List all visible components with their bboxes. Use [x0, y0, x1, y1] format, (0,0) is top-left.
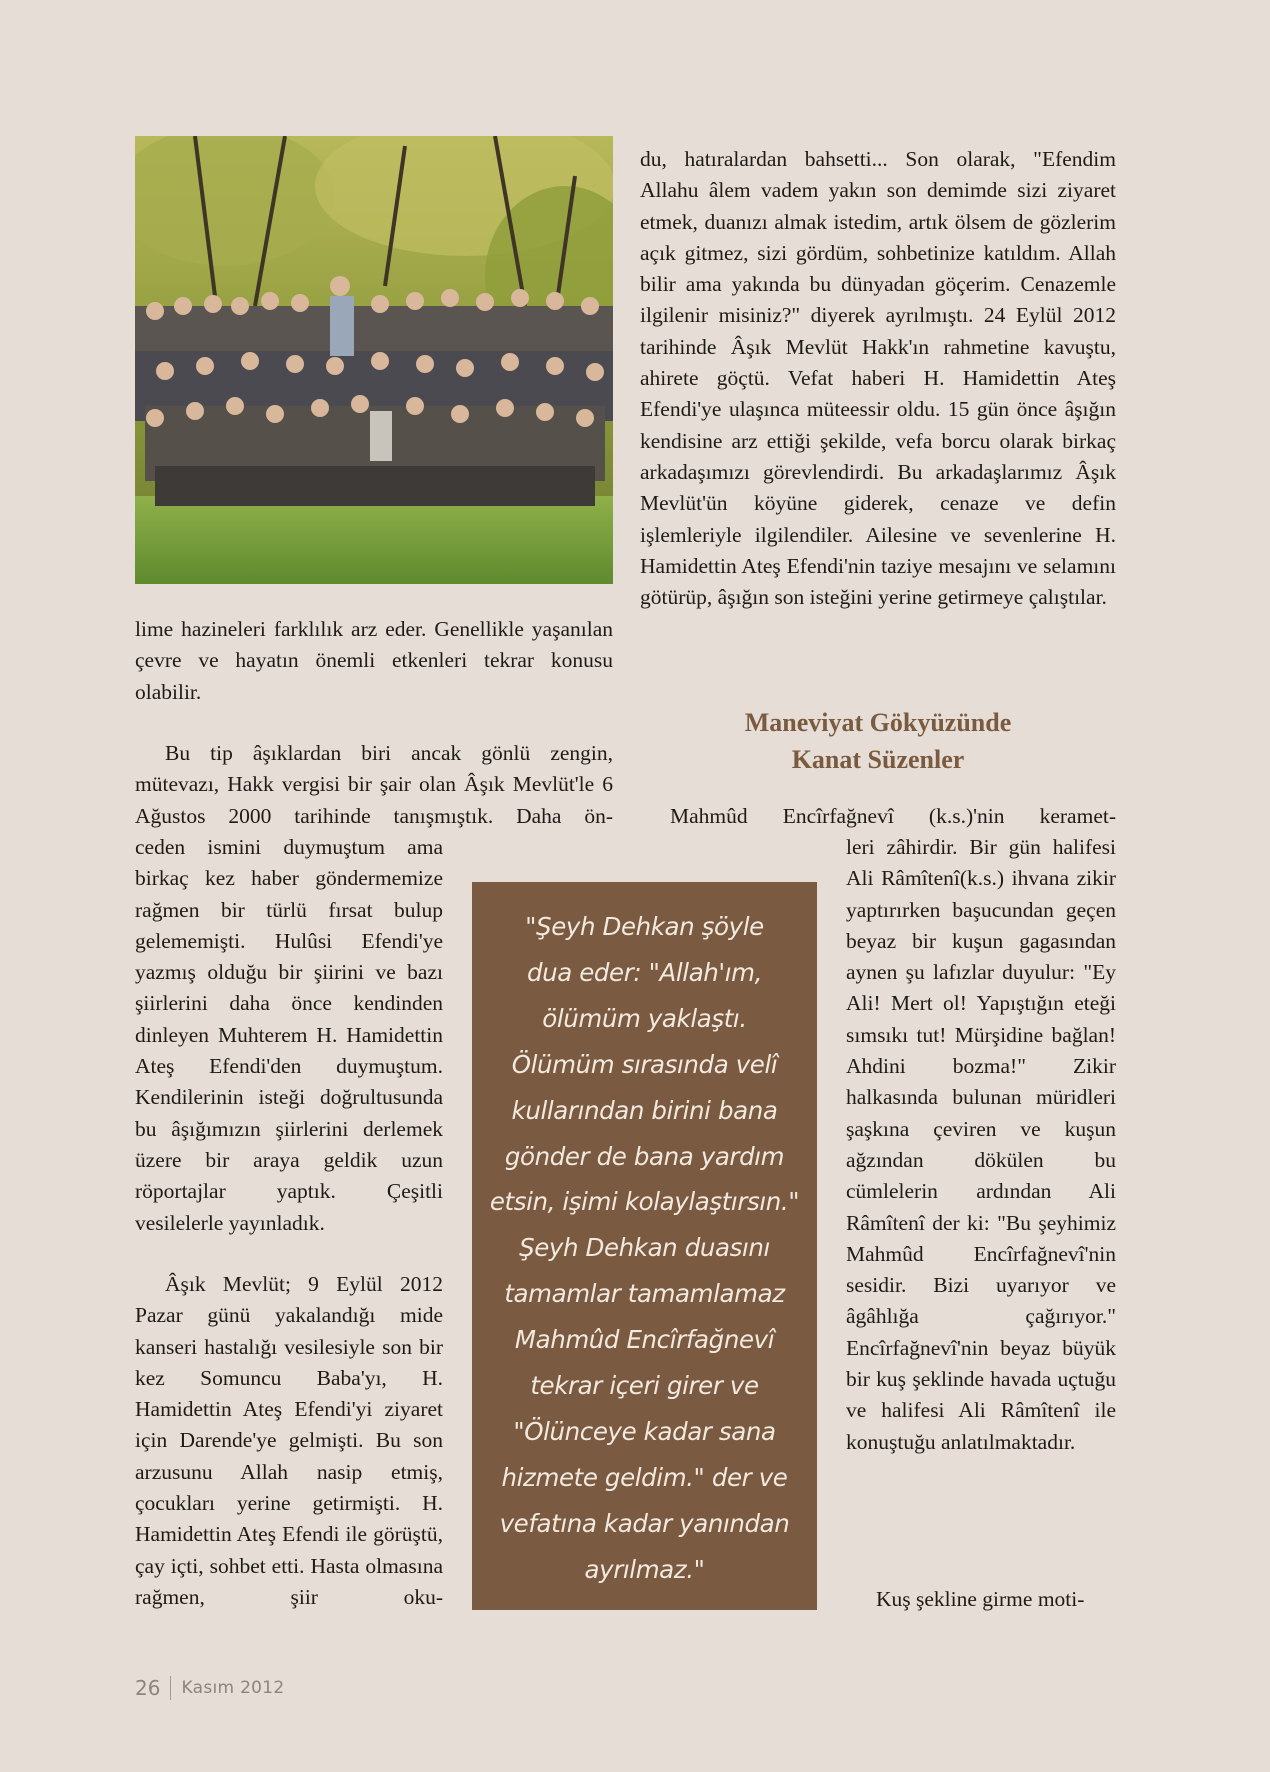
pull-quote-line: kullarından birini bana [511, 1095, 778, 1125]
left-paragraph-3: Âşık Mevlüt; 9 Eylül 2012 Pazar günü yakalandığı mide kanseri hastalığı vesilesiyle son bir kez Somuncu Baba'yı, H. Hamidettin Ateş Efendi'yi ziyaret için Darende'ye gelmişti. Bu son arzusunu Allah nasip etmiş, çocukları yerine getirmişti. H. Hamidettin Ateş Efendi ile görüştü, çay içti, sohbet etti. Hasta olmasına rağmen, şiir oku- [135, 1272, 443, 1609]
pull-quote-text [472, 904, 817, 1593]
pull-quote-line: tekrar içeri girer ve [530, 1371, 759, 1401]
page-footer [135, 1676, 285, 1700]
issue-date: Kasım 2012 [181, 1678, 285, 1698]
pull-quote-line: hizmete geldim." der ve [501, 1462, 788, 1492]
pull-quote-line: Ölümüm sırasında velî [511, 1049, 778, 1079]
right-paragraph-2: leri zâhirdir. Bir gün halifesi Ali Râmîtenî(k.s.) ihvana zikir yaptırırken başucundan geçen beyaz bir kuşun gagasından aynen şu lafızlar duyulur: "Ey Ali! Mert ol! Yapıştığın eteği sımsıkı tut! Mürşidine bağlan! Ahdini bozma!" Zikir halkasında bulunan müridleri şaşkına çeviren ve kuşun ağzından dökülen bu cümlelerin ardından Ali Râmîtenî der ki: "Bu şeyhimiz Mahmûd Encîrfağnevî'nin sesidir. Bizi uyarıyor ve âgâhlığa çağırıyor." Encîrfağnevî'nin beyaz büyük bir kuş şeklinde havada uçtuğu ve halifesi Ali Râmîtenî ile konuştuğu anlatılmaktadır. [846, 835, 1116, 1454]
footer-divider [170, 1676, 171, 1700]
pull-quote-line: etsin, işimi kolaylaştırsın." [489, 1187, 800, 1217]
right-paragraph-2-first-line: Mahmûd Encîrfağnevî (k.s.)'nin keramet- [670, 804, 1116, 828]
pull-quote-line: ayrılmaz." [584, 1554, 705, 1584]
left-paragraph-1: lime hazineleri farklılık arz eder. Genellikle yaşanılan çevre ve hayatın önemli etkenleri tekrar konusu olabilir. [135, 617, 613, 704]
right-paragraph-1: du, hatıralardan bahsetti... Son olarak, "Efendim Allahu âlem vadem yakın son demimde sizi ziyaret etmek, duanızı almak istedim, artık ölsem de gözlerim açık gitmez, sizi gördüm, sohbetinize katıldım. Allah bilir ama yakında bu dünyadan göçerim. Cenazemle ilgilenir misiniz?" diyerek ayrılmıştı. 24 Eylül 2012 tarihinde Âşık Mevlüt Hakk'ın rahmetine kavuştu, ahirete göçtü. Vefat haberi H. Hamidettin Ateş Efendi'ye ulaşınca müteessir oldu. 15 gün önce âşığın kendisine arz ettiği şekilde, vefa borcu olarak birkaç arkadaşımızı görevlendirdi. Bu arkadaşlarımız Âşık Mevlüt'ün köyüne giderek, cenaze ve defin işlemleriyle ilgilendiler. Ailesine ve sevenlerine H. Hamidettin Ateş Efendi'nin taziye mesajını ve selamını götürüp, âşığın son isteğini yerine getirmeye çalıştılar. [640, 147, 1116, 610]
pull-quote-line: vefatına kadar yanından [499, 1508, 790, 1538]
right-paragraph-3: Kuş şekline girme moti- [876, 1587, 1085, 1611]
section-heading-line-1: Maneviyat Gökyüzünde [744, 708, 1012, 737]
pull-quote-line: Şeyh Dehkan duasını [519, 1233, 770, 1263]
pull-quote-line: tamamlar tamamlamaz [504, 1279, 785, 1309]
pull-quote-line: dua eder: "Allah'ım, [526, 957, 763, 987]
left-paragraph-2: Bu tip âşıklardan biri ancak gönlü zengin, mütevazı, Hakk vergisi bir şair olan Âşık Mevlüt'le 6 Ağustos 2000 tarihinde tanışmıştık. Daha ön- [135, 741, 613, 828]
pull-quote-line: gönder de bana yardım [504, 1141, 785, 1171]
left-paragraph-2-continued: ceden ismini duymuştum ama birkaç kez haber göndermemize rağmen bir türlü fırsat bulup gelememişti. Hulûsi Efendi'ye yazmış olduğu bir şiirini ve bazı şiirlerini daha önce kendinden dinleyen Muhterem H. Hamidettin Ateş Efendi'den duymuştum. Kendilerinin isteği doğrultusunda bu âşığımızın şiirlerini derlemek üzere bir araya geldik uzun röportajlar yaptık. Çeşitli vesilelerle yayınladık. [135, 835, 443, 1235]
page-number: 26 [135, 1676, 161, 1700]
pull-quote-line: Mahmûd Encîrfağnevî [514, 1325, 775, 1355]
group-photo [135, 136, 613, 584]
section-heading [640, 704, 1116, 778]
pull-quote-line: "Ölünceye kadar sana [513, 1416, 776, 1446]
pull-quote-line: ölümüm yaklaştı. [542, 1003, 747, 1033]
pull-quote-box [472, 882, 817, 1610]
pull-quote-line: "Şeyh Dehkan şöyle [525, 912, 764, 941]
section-heading-line-2: Kanat Süzenler [791, 745, 965, 774]
